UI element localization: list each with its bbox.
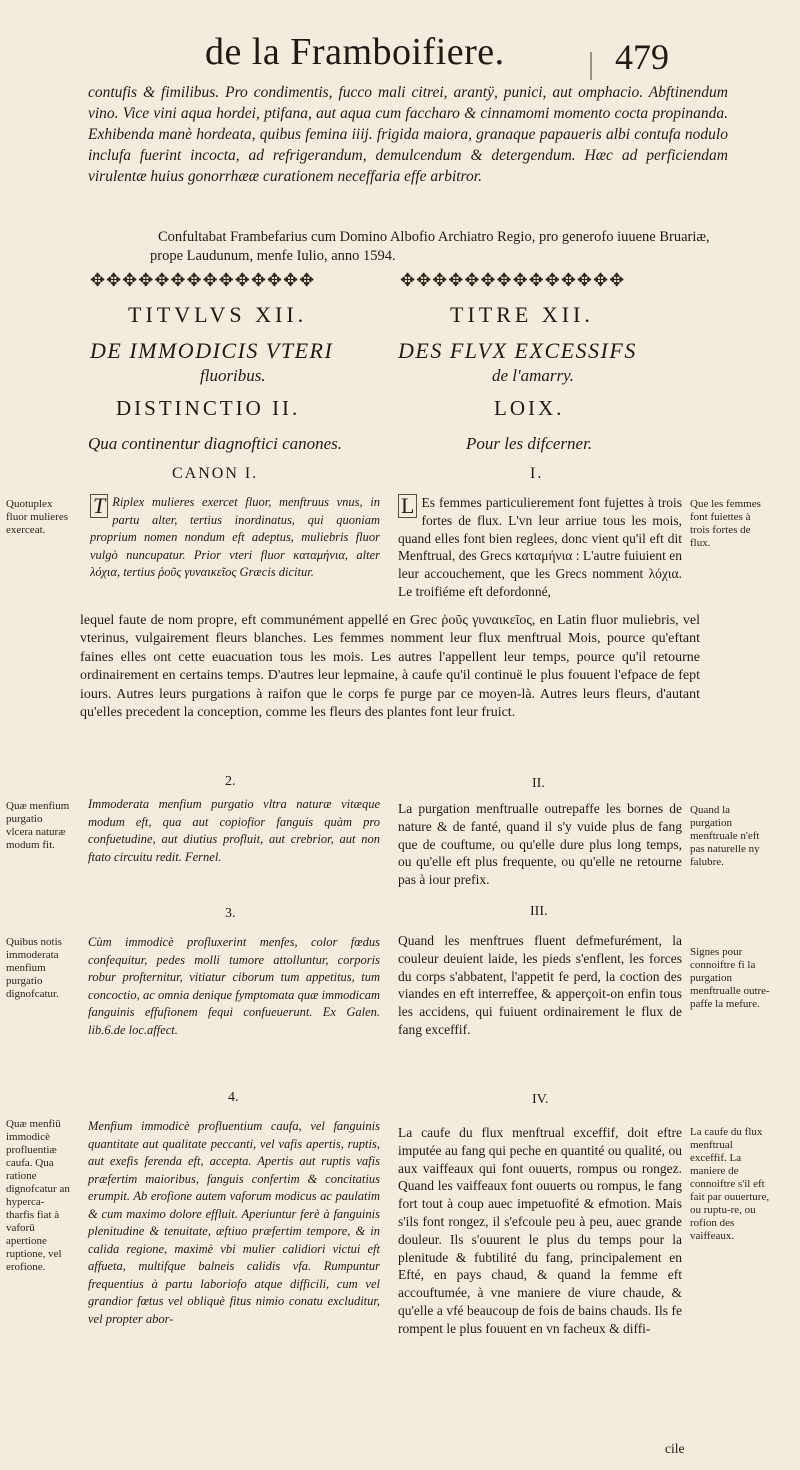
latin-margin-note: Quibus notis immoderata menfium purgatio dignofcatur. [6, 936, 62, 1000]
french-section-text: La purgation menftrualle outrepaffe les bornes de nature & de fanté, quand il s'y vuide plus de fang que de couftume, ou qu'elle dure plus long temps, ou qu'elle eft plus frequente, ou qu'elle ne retourne pas à iour prefix. [398, 801, 682, 888]
french-title-heading: DES FLVX EXCESSIFS [398, 338, 637, 363]
french-section-number: III. [530, 904, 548, 919]
latin-section-number: 4. [228, 1090, 239, 1105]
titre-heading: TITRE XII. [450, 302, 594, 327]
latin-section-text: Cùm immodicè profluxerint menfes, color fœdus confequitur, pedes molli tumore attolluntur, corporis robur profternitur, vitiatur ciborum tum appetitus, tum concoctio, ac omnia denique fymptomata quæ immodicam fanguinis effufionem fequi confueuerunt. Ex Galen. lib.6.de loc.affect. [88, 935, 380, 1037]
french-full-paragraph: lequel faute de nom propre, eft communément appellé en Grec ῥοῦς γυναικεῖος, en Latin fluor muliebris, vel vterinus, vulgairement fleurs blanches. Les femmes nomment leur flux menftrual Mois, pource qu'eftant faines elles ont cette euacuation tous les mois. Les autres l'appellent leur temps, pource qu'il retourne ordinairement en certains temps. D'autres leur lepmaine, à caufe qu'il continuë le plus fouuent l'efpace de fept iours. Autres leurs purgations à raifon que le corps fe purge par ce moyen-là. Autres leurs fleurs, d'autant qu'elles precedent la conception, comme les fleurs des plantes font leur fruict. [80, 613, 700, 721]
latin-section-text [90, 494, 380, 582]
french-margin-note: Quand la purgation menftruale n'eft pas naturelle ny falubre. [690, 804, 760, 868]
french-subtitle: Pour les difcerner. [466, 434, 593, 453]
page-number: 479 [615, 37, 669, 77]
loix-heading: LOIX. [494, 396, 565, 420]
latin-section-body: Riplex mulieres exercet fluor, menftruus vnus, in partu alter, tertius inordinatus, qui quoniam proprium nomen nondum eft adeptus, muliebris fluor vulgò nuncupatur. Prior vteri fluor καταμήνια, alter λόχια, tertius ῥοῦς γυναικεῖος Græcis dicitur. [90, 495, 380, 579]
page-header [0, 22, 800, 82]
french-title-sub: de l'amarry. [492, 366, 575, 385]
canon-heading: CANON I. [172, 465, 259, 482]
french-section-text [398, 494, 682, 601]
drop-cap: L [398, 494, 417, 518]
running-title: de la Framboifiere. [205, 31, 505, 73]
latin-margin-note: Quotuplex fluor mulieres exerceat. [6, 498, 69, 536]
french-section-body: Es femmes particulierement font fujettes à trois fortes de flux. L'vn leur arriue tous les mois, quand elles font bien reglees, donc vient qu'il eft dit Menftrual, des Grecs καταμήνια : L'autre fuiuient en leur accouchement, que les Grecs nomment λόχια. Le troifiéme eft defordonné, [398, 495, 682, 599]
latin-margin-note: Quæ menfium purgatio vlcera naturæ modum fit. [6, 800, 70, 851]
latin-section-number: 2. [225, 774, 236, 789]
french-margin-note: Que les femmes font fuiettes à trois fortes de flux. [690, 498, 761, 549]
french-margin-note: La caufe du flux menftrual exceffif. La maniere de connoiftre s'il eft fait par ouuerture, ou ruptu-re, ou rofion des vaiffeaux. [690, 1126, 770, 1242]
french-margin-note: Signes pour connoiftre fi la purgation menftrualle outre-paffe la mefure. [690, 946, 770, 1010]
french-section-text: La caufe du flux menftrual exceffif, doit eftre imputée au fang qui peche en quantité ou qualité, ou aux vaiffeaux qui font ouuerts, rompus ou rongez. Quand les vaiffeaux font ouuerts ou rompus, le fang fort tout à coup auec impetuofité & efmotion. Mais s'ils font rongez, il s'efcoule peu à peu, auec grande douleur. Ils s'ouurent le plus du temps pour la plenitude & fubtilité du fang, principalement en Efté, en pays chaud, & quand la femme eft accouftumée, à vne maniere de viure chaude, & qu'elle a vfé beaucoup de fois de bains chauds. Ils fe rompent le plus fouuent en vn facheux & diffi- [398, 1125, 682, 1336]
latin-title-sub: fluoribus. [200, 366, 266, 385]
french-section-number: IV. [532, 1092, 549, 1107]
french-section-number: II. [532, 776, 545, 791]
french-section-text: Quand les menftrues fluent defmefurément, la couleur deuient laide, les pieds s'enflent, les forces du corps s'abbatent, l'appetit fe perd, la coction des viandes en eft interreffee, & apperçoit-on enfin tous les accidens, qui fuiuent ordinairement le flux de fang exceffif. [398, 933, 682, 1037]
page-tail-word: cile [665, 1441, 685, 1456]
latin-subtitle: Qua continentur diagnoftici canones. [88, 434, 343, 453]
ornament-band-right: ✥✥✥✥✥✥✥✥✥✥✥✥✥✥ [400, 270, 626, 290]
latin-margin-note: Quæ menfiū immodicè profluentiæ caufa. Qua ratione dignofcatur an hyperca-tharfis fiat à vaforū apertione ruptione, vel erofione. [6, 1118, 70, 1273]
intro-latin-paragraph: contufis & fimilibus. Pro condimentis, fucco mali citrei, arantÿ, punici, aut omphacio. Abftinendum vino. Vice vini aqua hordei, ptifana, aut aqua cum faccharo & cinnamomi momento cocta propinanda. Exhibenda manè hordeata, quibus femina iiij. frigida maiora, granaque papaueris albi contufa nodulo inclufa fuerint incocta, ad refrigerandum, demulcendum & detergendum. Hæc ad perficiendam virulentæ huius gonorrhææ curationem neceffaria effe arbitror. [88, 84, 728, 185]
distinctio-heading: DISTINCTIO II. [116, 396, 301, 420]
ornament-band-left: ✥✥✥✥✥✥✥✥✥✥✥✥✥✥ [90, 270, 316, 290]
consultation-note: Confultabat Frambefarius cum Domino Albofio Archiatro Regio, pro generofo iuuene Bruariæ, prope Laudunum, menfe Iulio, anno 1594. [150, 229, 710, 264]
drop-cap: T [90, 494, 108, 518]
latin-section-text: Menfium immodicè profluentium caufa, vel fanguinis quantitate aut qualitate peccanti, vel vafis apertis, ruptis, aut exefis ferenda eft, accepta. Apertis aut ruptis vafis præfertim maioribus, fanguis confertim & concitatius erumpit. Ab erofione autem vaforum modicus ac paulatim & cum maximo dolore effluit. Aperiuntur ferè à fanguinis plenitudine & tenuitate, æftiuo præfertim tempore, & in calida regione, maximè vbi mulier calidiori victui eft affueta, multifque balneis calidis vfa. Rumpuntur frequentius à partu laboriofo atque difficili, cum vel grandior fœtus vel obliquè fitus nimio conatu excluditur, vel propter abor- [88, 1119, 380, 1326]
header-rule [590, 52, 592, 80]
latin-title-heading: DE IMMODICIS VTERI [90, 338, 334, 363]
latin-section-text: Immoderata menfium purgatio vltra naturæ vitæque modum eft, qua aut copiofior fanguis quàm pro confuetudine, aut diutius profluit, aut crebrior, aut non ftato circuitu redit. Fernel. [88, 797, 380, 864]
titulus-heading: TITVLVS XII. [128, 302, 308, 327]
french-section-number: I. [530, 465, 544, 482]
latin-section-number: 3. [225, 906, 236, 921]
